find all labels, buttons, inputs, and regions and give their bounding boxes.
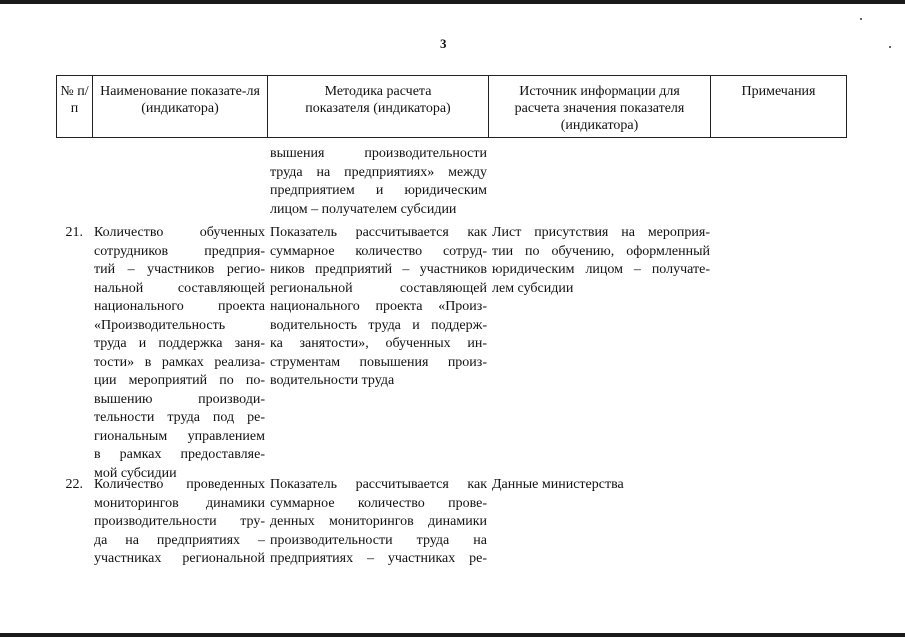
text-line: Лист присутствия на мероприя- <box>492 225 710 240</box>
row-21-number: 21. <box>65 225 83 240</box>
text-line: сотрудников предприя- <box>94 243 265 259</box>
page-edge-bottom <box>0 633 905 637</box>
text-line: труда на предприятиях» между <box>270 164 487 180</box>
text-line: лицом – получателем субсидии <box>270 201 457 217</box>
row-21-source <box>492 224 710 298</box>
header-name-label: Наименование показате-ля (индикатора) <box>100 84 260 116</box>
header-no-label: № п/п <box>60 84 89 116</box>
text-line: Количество проведенных <box>94 477 265 492</box>
text-line: производительности труда на <box>270 532 487 548</box>
text-line: производительности тру- <box>94 514 265 529</box>
header-cell-source <box>488 75 710 138</box>
text-line: «Производительность <box>94 317 226 333</box>
text-line: Данные министерства <box>492 477 624 492</box>
text-line: предприятием и юридическим <box>270 183 487 198</box>
text-line: лем субсидии <box>492 280 574 296</box>
text-line: участниках региональной <box>94 551 265 566</box>
text-line: Показатель рассчитывается как <box>270 477 487 492</box>
row-22-method <box>270 476 487 569</box>
text-line: ников предприятий – участников <box>270 262 487 277</box>
page-number: 3 <box>440 36 447 51</box>
text-line: национального проекта «Произ- <box>270 299 487 314</box>
text-line: тии по обучению, оформленный <box>492 243 710 259</box>
scan-speck <box>889 46 891 48</box>
text-line: нальной составляющей <box>94 280 265 296</box>
text-line: предприятиях – участниках ре- <box>270 551 487 566</box>
header-notes-label: Примечания <box>741 84 816 99</box>
text-line: Количество обученных <box>94 225 265 240</box>
header-cell-notes <box>710 75 847 138</box>
text-line: тий – участников регио- <box>94 262 265 277</box>
text-line: денных мониторингов динамики <box>270 514 487 529</box>
row-22-name <box>94 476 265 569</box>
header-method-label: Методика расчета показателя (индикатора) <box>305 84 451 116</box>
text-line: да на предприятиях – <box>94 532 265 548</box>
row-22-source <box>492 476 710 495</box>
text-line: тости» в рамках реализа- <box>94 354 265 370</box>
row-22-number: 22. <box>65 477 83 492</box>
text-line: труда и поддержка заня- <box>94 336 265 351</box>
header-cell-name <box>92 75 267 138</box>
text-line: вышения производительности <box>270 146 487 161</box>
text-line: региональной составляющей <box>270 280 487 296</box>
text-line: суммарное количество сотруд- <box>270 243 487 259</box>
page-edge-top <box>0 0 905 4</box>
header-cell-no <box>56 75 92 138</box>
text-line: национального проекта <box>94 299 265 314</box>
text-line: Показатель рассчитывается как <box>270 225 487 240</box>
text-line: суммарное количество прове- <box>270 495 487 511</box>
text-line: гиональным управлением <box>94 428 265 444</box>
text-line: в рамках предоставляе- <box>94 447 265 462</box>
text-line: вышению производи- <box>94 391 265 407</box>
scan-speck <box>860 18 862 20</box>
text-line: струментам повышения произ- <box>270 354 487 370</box>
text-line: тельности труда под ре- <box>94 410 265 425</box>
text-line: водительности труда <box>270 373 395 388</box>
text-line: мониторингов динамики <box>94 495 265 511</box>
text-line: мой субсидии <box>94 465 177 481</box>
text-line: водительность труда и поддерж- <box>270 317 487 333</box>
header-source-label: Источник информации для расчета значения показателя (индикатора) <box>514 84 685 133</box>
text-line: ка занятости», обученных ин- <box>270 336 487 351</box>
text-line: юридическим лицом – получате- <box>492 262 710 277</box>
row-21-name <box>94 224 265 483</box>
continuation-method <box>270 145 487 219</box>
header-cell-method <box>267 75 488 138</box>
text-line: ции мероприятий по по- <box>94 373 265 388</box>
row-21-method <box>270 224 487 391</box>
